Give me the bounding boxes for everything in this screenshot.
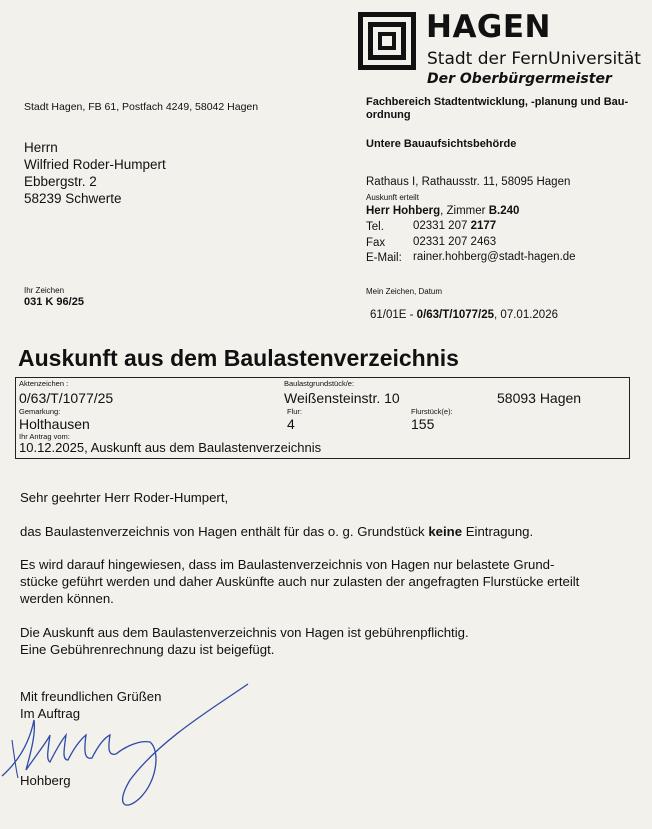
logo-subtitle: Stadt der FernUniversität bbox=[427, 49, 641, 69]
gemarkung-label: Gemarkung: bbox=[19, 407, 61, 416]
mein-zeichen-number: 0/63/T/1077/25 bbox=[416, 309, 495, 321]
p1-text-after: Eintragung. bbox=[462, 524, 534, 539]
mein-zeichen-prefix: 61/01E - bbox=[370, 309, 417, 321]
recipient-city: 58239 Schwerte bbox=[24, 191, 122, 206]
contact-room-prefix: , Zimmer bbox=[440, 205, 489, 217]
ihr-zeichen-value: 031 K 96/25 bbox=[24, 296, 84, 308]
department-address: Rathaus I, Rathausstr. 11, 58095 Hagen bbox=[366, 176, 571, 188]
paragraph-1 bbox=[20, 523, 640, 540]
auskunft-label: Auskunft erteilt bbox=[366, 193, 419, 202]
logo-title: HAGEN bbox=[426, 9, 552, 45]
mein-zeichen-value bbox=[370, 309, 558, 321]
authority-name: Untere Bauaufsichtsbehörde bbox=[366, 138, 517, 150]
recipient-street: Ebbergstr. 2 bbox=[24, 174, 97, 189]
tel-extension: 2177 bbox=[470, 220, 497, 232]
contact-name: Herr Hohberg bbox=[366, 205, 441, 217]
aktenzeichen-label: Aktenzeichen : bbox=[19, 379, 69, 388]
tel-value bbox=[413, 220, 496, 232]
antrag-label: Ihr Antrag vom: bbox=[19, 432, 70, 441]
p1-text-before: das Baulastenverzeichnis von Hagen enthält für das o. g. Grundstück bbox=[20, 524, 429, 539]
flurstueck-value: 155 bbox=[411, 416, 435, 432]
recipient-salutation: Herrn bbox=[24, 140, 58, 155]
flurstueck-label: Flurstück(e): bbox=[411, 407, 453, 416]
flur-label: Flur: bbox=[287, 407, 302, 416]
department-name: Fachbereich Stadtentwicklung, -planung und Bau-ordnung bbox=[366, 96, 629, 121]
p2-line-1: Es wird darauf hingewiesen, dass im Baulastenverzeichnis von Hagen nur belastete Grund- bbox=[20, 557, 555, 572]
hagen-logo-icon bbox=[357, 11, 417, 71]
mein-zeichen-label: Mein Zeichen, Datum bbox=[366, 287, 443, 296]
contact-room: B.240 bbox=[488, 205, 520, 217]
p1-keine: keine bbox=[428, 524, 463, 539]
fax-label: Fax bbox=[366, 237, 386, 249]
antrag-value: 10.12.2025, Auskunft aus dem Baulastenverzeichnis bbox=[19, 440, 322, 455]
recipient-address bbox=[24, 139, 166, 207]
grundstueck-label: Baulastgrundstück/e: bbox=[284, 379, 355, 388]
tel-prefix: 02331 207 bbox=[413, 220, 471, 232]
recipient-name: Wilfried Roder-Humpert bbox=[24, 157, 166, 172]
paragraph-3 bbox=[20, 624, 640, 658]
email-label: E-Mail: bbox=[366, 252, 402, 264]
mein-zeichen-date: , 07.01.2026 bbox=[494, 309, 558, 321]
flur-value: 4 bbox=[287, 416, 295, 432]
im-auftrag: Im Auftrag bbox=[20, 706, 81, 721]
sender-line: Stadt Hagen, FB 61, Postfach 4249, 58042 Hagen bbox=[24, 101, 259, 113]
ort-value: 58093 Hagen bbox=[497, 390, 582, 406]
info-box bbox=[15, 377, 630, 459]
ihr-zeichen-label: Ihr Zeichen bbox=[24, 286, 65, 295]
email-value: rainer.hohberg@stadt-hagen.de bbox=[413, 251, 576, 263]
closing: Mit freundlichen Grüßen bbox=[20, 689, 162, 704]
p3-line-2: Eine Gebührenrechnung dazu ist beigefügt. bbox=[20, 642, 275, 657]
contact-person bbox=[366, 205, 519, 217]
aktenzeichen-value: 0/63/T/1077/25 bbox=[19, 390, 114, 406]
greeting: Sehr geehrter Herr Roder-Humpert, bbox=[20, 490, 229, 505]
logo-subtitle-2: Der Oberbürgermeister bbox=[427, 71, 612, 87]
signer-name: Hohberg bbox=[20, 773, 71, 788]
p3-line-1: Die Auskunft aus dem Baulastenverzeichnis von Hagen ist gebührenpflichtig. bbox=[20, 625, 469, 640]
document-title: Auskunft aus dem Baulastenverzeichnis bbox=[18, 345, 459, 371]
paragraph-2 bbox=[20, 556, 640, 607]
grundstueck-value: Weißensteinstr. 10 bbox=[284, 390, 400, 406]
p2-line-2: stücke geführt werden und daher Auskünfte auch nur zulasten der angefragten Flurstücke erteilt bbox=[20, 574, 580, 589]
tel-label: Tel. bbox=[366, 221, 384, 233]
fax-value: 02331 207 2463 bbox=[413, 236, 497, 248]
p2-line-3: werden können. bbox=[20, 591, 114, 606]
gemarkung-value: Holthausen bbox=[19, 416, 90, 432]
signature bbox=[0, 680, 260, 820]
